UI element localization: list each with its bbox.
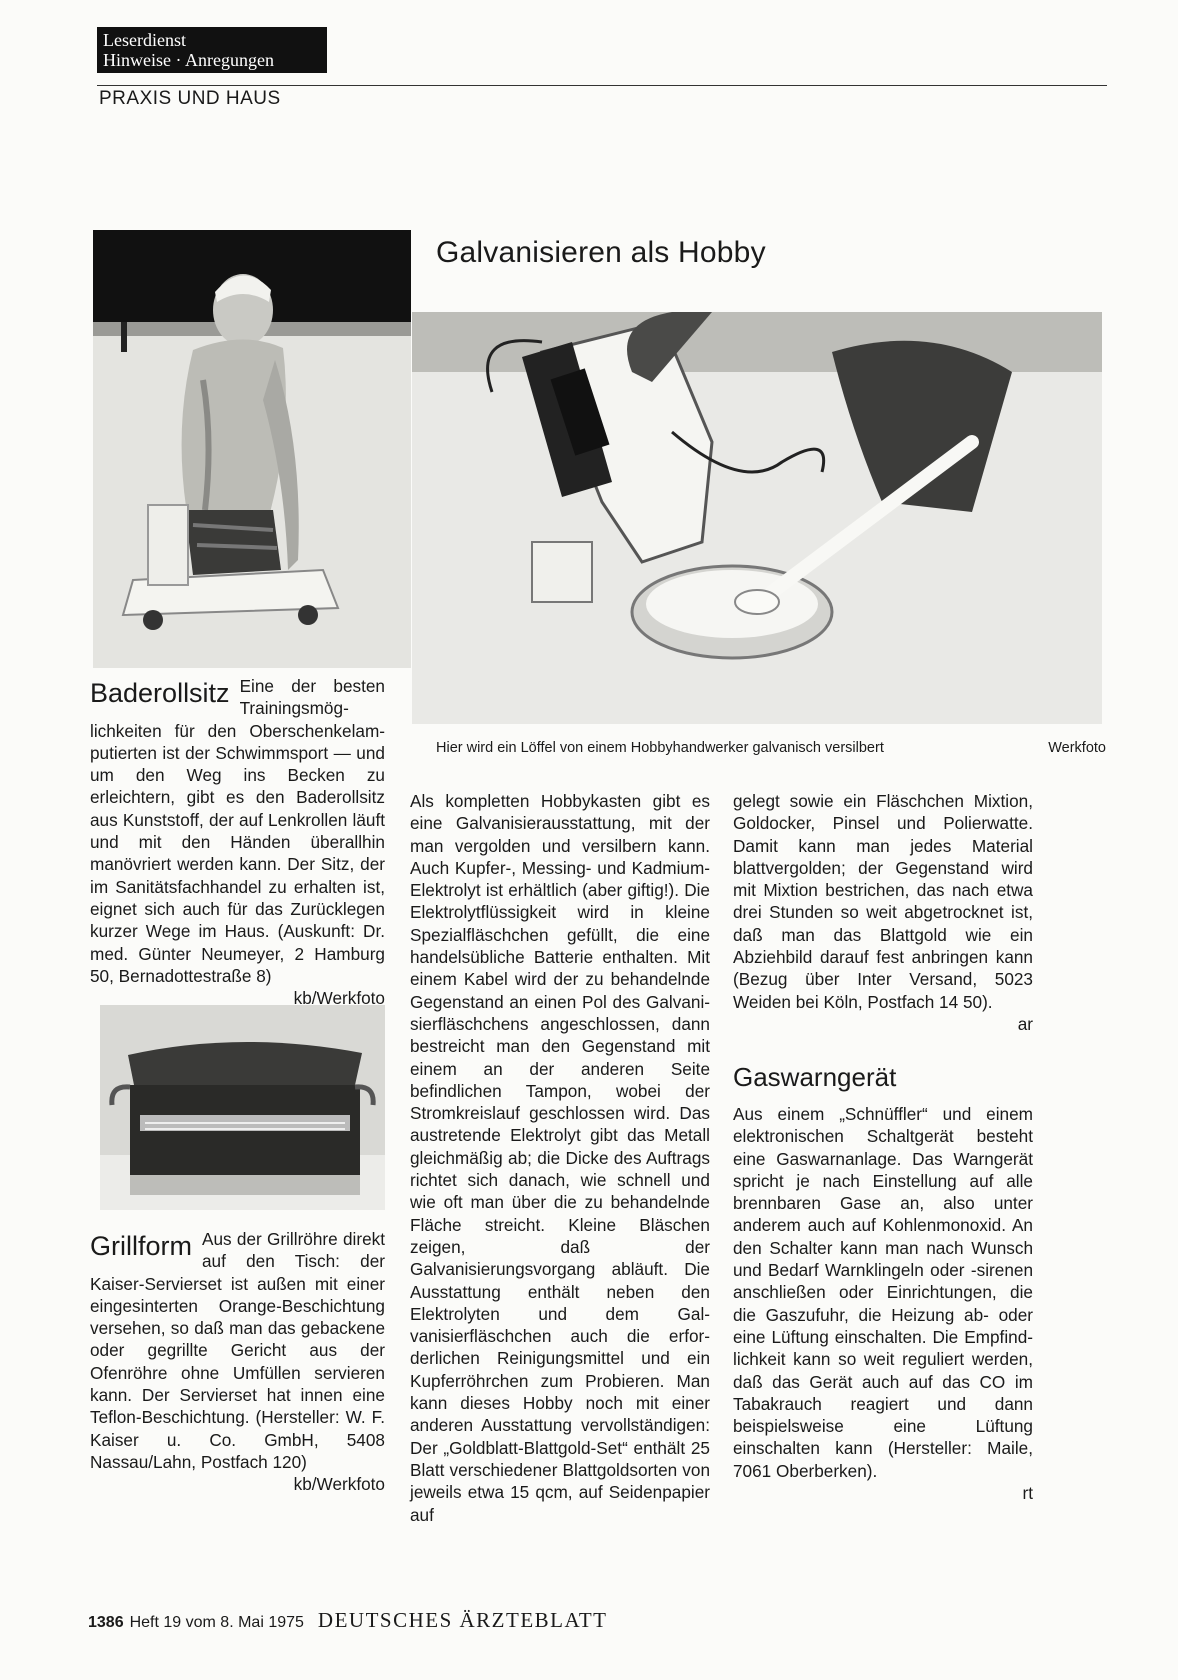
article-galvanisieren-col2: [733, 790, 1033, 1035]
baderollsitz-heading: Baderollsitz: [90, 678, 230, 708]
header-rule: [97, 85, 1107, 86]
photo-baderollsitz: [93, 230, 411, 668]
main-title: Galvanisieren als Hobby: [436, 236, 766, 269]
photo-grillform: [100, 1005, 385, 1210]
baderollsitz-credit: kb/Werkfoto: [293, 988, 385, 1009]
gaswarngeraet-text: Aus einem „Schnüffler“ und einem elektronischen Schaltgerät besteht eine Gaswarnanlage. Das Warngerät spricht je nach Einstellung auf alle brennbaren Gase an, also unter anderem auch auf Kohlenmonoxid. An den Schalter kann man nach Wunsch und Bedarf Warnklingeln oder -sirenen anschließen oder Einrichtungen, die die Gaszufuhr, die Heizung ab- oder eine Lüftung einschalten. Die Empfindlichkeit kann so weit reguliert werden, daß das Gerät auch auf das CO im Tabakrauch reagiert und dann beispielsweise eine Lüftung einschalten kann (Hersteller: Maile, 7061 Oberberken).: [733, 1104, 1033, 1481]
baderollsitz-text: Eine der besten Trainingsmöglichkeiten für den Oberschenkelamputierten ist der Schwimmsport — und um den Weg ins Becken zu erleichtern, gibt es den Baderollsitz aus Kunststoff, der auf Lenkrollen läuft und mit den Händen überallhin manövriert werden kann. Der Sitz, der im Sanitätsfachhandel zu erhalten ist, eignet sich auch für das Zurücklegen kurzer Wege im Haus. (Auskunft: Dr. med. Günter Neumeyer, 2 Hamburg 50, Bernadottestraße 8): [90, 676, 385, 986]
caption-credit: Werkfoto: [1048, 740, 1106, 756]
galvanisieren-text-2: gelegt sowie ein Fläschchen Mixtion, Goldocker, Pinsel und Polierwatte. Damit kann man jedes Material blattvergolden; der Gegenstand wird mit Mixtion bestrichen, das nach etwa drei Stunden so weit abgetrocknet ist, daß man das Blattgold wie ein Abziehbild darauf fest anbringen kann (Bezug über Inter Versand, 5023 Weiden bei Köln, Postfach 14 50).: [733, 791, 1033, 1012]
gaswarngeraet-credit: rt: [1022, 1483, 1033, 1504]
caption-text: Hier wird ein Löffel von einem Hobbyhandwerker galvanisch versilbert: [436, 740, 884, 756]
rubric-line-1: Leserdienst: [103, 30, 186, 50]
grillform-credit: kb/Werkfoto: [293, 1474, 385, 1495]
page-footer: [88, 1608, 607, 1633]
photo-galvanisieren: [412, 312, 1102, 724]
galvanisieren-credit: ar: [1017, 1013, 1033, 1034]
article-grillform: [90, 1228, 385, 1496]
page-number: 1386: [88, 1614, 124, 1631]
photo-caption: [436, 740, 1106, 756]
journal-name: DEUTSCHES ÄRZTEBLATT: [317, 1608, 608, 1632]
article-galvanisieren-col1: [410, 790, 710, 1526]
issue-info: Heft 19 vom 8. Mai 1975: [129, 1614, 304, 1631]
grillform-heading: Grillform: [90, 1231, 192, 1261]
gaswarngeraet-heading: Gaswarngerät: [733, 1062, 897, 1092]
rubric-line-2: Hinweise · Anregungen: [103, 50, 274, 70]
section-label: PRAXIS UND HAUS: [99, 88, 281, 109]
article-baderollsitz: [90, 675, 385, 1009]
article-gaswarngeraet: [733, 1062, 1033, 1504]
grillform-text: Aus der Grillröhre direkt auf den Tisch: der Kaiser-Servierset ist außen mit einer eingesinterten Orange-Beschichtung versehen, so daß man das gebackene oder gegrillte Gericht aus der Ofenröhre ohne Umfüllen servieren kann. Der Servierset hat innen eine Teflon-Beschichtung. (Hersteller: W. F. Kaiser u. Co. GmbH, 5408 Nassau/Lahn, Postfach 120): [90, 1229, 385, 1472]
rubric-box: [97, 27, 327, 73]
galvanisieren-text-1: Als kompletten Hobbykasten gibt es eine Galvanisierausstattung, mit der man vergolden und versilbern kann. Auch Kupfer-, Messing- und Kadmium-Elektrolyt ist erhältlich (aber giftig!). Die Elektrolytflüssigkeit wird in kleine Spezialfläschchen gefüllt, die eine handelsübliche Batterie enthalten. Mit einem Kabel wird der zu behandelnde Gegenstand an einen Pol des Galvanisierfläschchens angeschlossen, dann bestreicht man den Gegenstand mit einem an der anderen Seite befindlichen Tampon, wobei der Stromkreislauf geschlossen wird. Das austretende Elektrolyt gibt das Metall gleichmäßig ab; die Dicke des Auftrags richtet sich danach, wie schnell und wie oft man über die zu behandelnde Fläche streicht. Kleine Bläschen zeigen, daß der Galvanisierungsvorgang abläuft. Die Ausstattung enthält neben den Elektrolyten und dem Galvanisierfläschchen auch die erforderlichen Reinigungsmittel und ein Kupferröhrchen zum Probieren. Man kann dieses Hobby noch mit einer anderen Ausstattung vervollständigen: Der „Goldblatt-Blattgold-Set“ enthält 25 Blatt verschiedener Blattgoldsorten von jeweils etwa 15 qcm, auf Seidenpapier auf: [410, 791, 710, 1525]
